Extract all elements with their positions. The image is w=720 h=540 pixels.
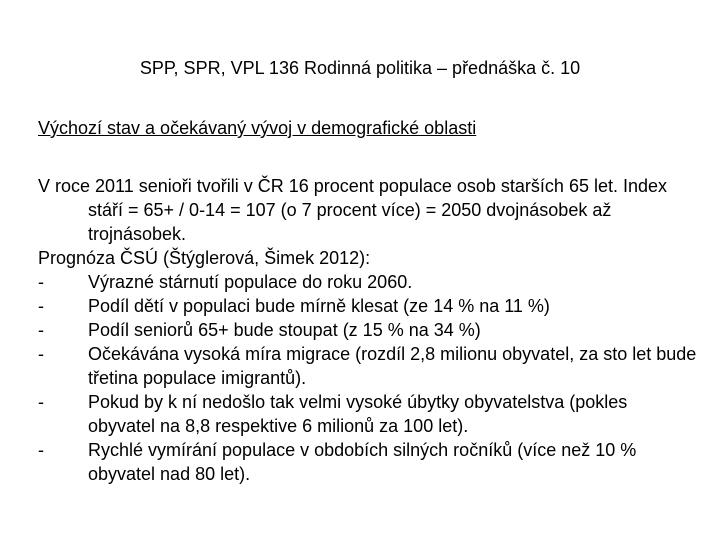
list-item <box>38 294 698 318</box>
list-item <box>38 342 698 390</box>
bullet-marker: - <box>38 296 44 316</box>
prognosis-list <box>38 270 698 486</box>
list-item <box>38 438 698 486</box>
list-item <box>38 270 698 294</box>
list-item-text: Výrazné stárnutí populace do roku 2060. <box>88 272 413 292</box>
list-item <box>38 318 698 342</box>
bullet-marker: - <box>38 392 44 412</box>
bullet-marker: - <box>38 440 44 460</box>
prognosis-heading: Prognóza ČSÚ (Štýglerová, Šimek 2012): <box>38 248 371 268</box>
list-item-text: Rychlé vymírání populace v obdobích silných ročníků (více než 10 % obyvatel nad 80 let). <box>88 440 637 484</box>
list-item-text: Pokud by k ní nedošlo tak velmi vysoké úbytky obyvatelstva (pokles obyvatel na 8,8 respektive 6 milionů za 100 let). <box>88 392 628 436</box>
list-item-text: Očekávána vysoká míra migrace (rozdíl 2,8 milionu obyvatel, za sto let bude třetina populace imigrantů). <box>88 344 697 388</box>
bullet-marker: - <box>38 320 44 340</box>
bullet-marker: - <box>38 344 44 364</box>
list-item <box>38 390 698 438</box>
intro-paragraph: V roce 2011 senioři tvořili v ČR 16 procent populace osob starších 65 let. Index stáří = 65+ / 0-14 = 107 (o 7 procent více) = 2050 dvojnásobek až trojnásobek. <box>38 176 668 244</box>
section-heading: Výchozí stav a očekávaný vývoj v demografické oblasti <box>38 118 477 138</box>
list-item-text: Podíl seniorů 65+ bude stoupat (z 15 % na 34 %) <box>88 320 481 340</box>
slide-body <box>38 174 698 486</box>
bullet-marker: - <box>38 272 44 292</box>
slide-title: SPP, SPR, VPL 136 Rodinná politika – přednáška č. 10 <box>139 58 581 78</box>
list-item-text: Podíl dětí v populaci bude mírně klesat (ze 14 % na 11 %) <box>88 296 550 316</box>
